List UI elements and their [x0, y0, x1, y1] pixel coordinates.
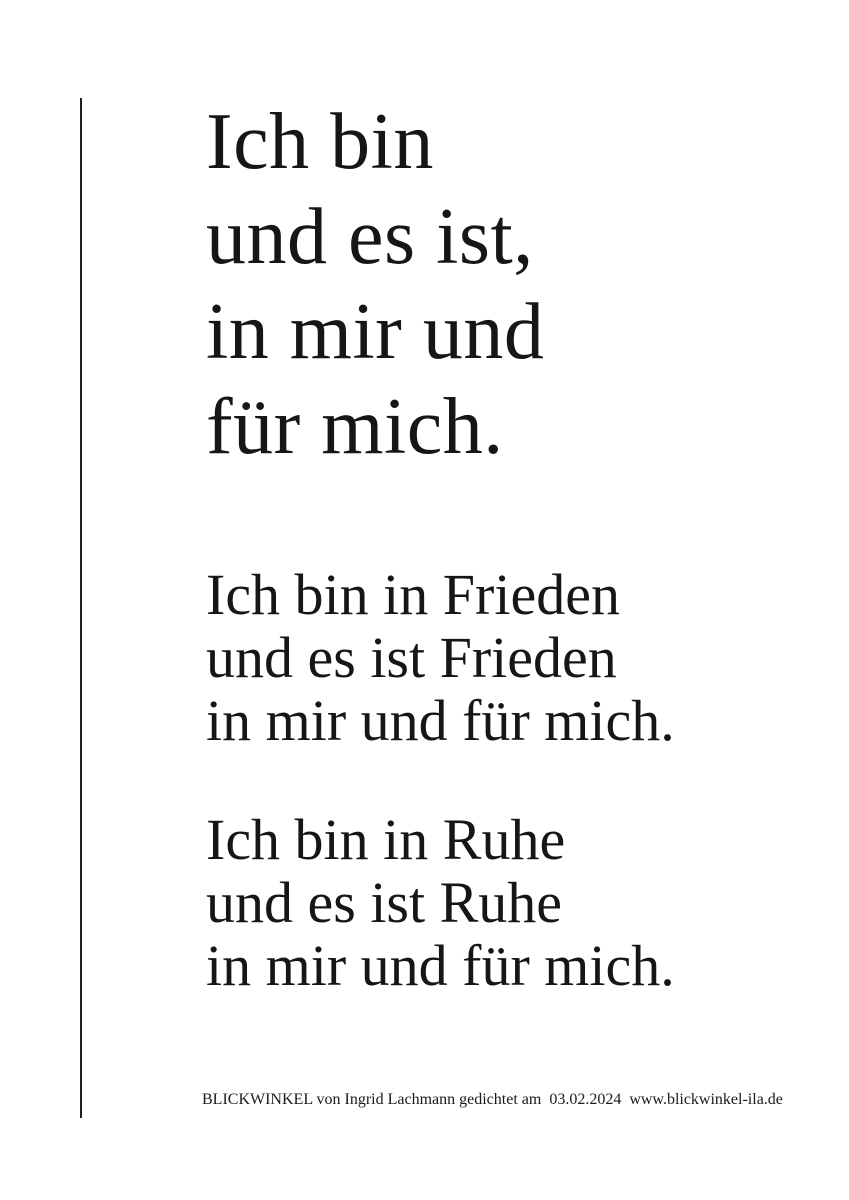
footer-credit-text: BLICKWINKEL von Ingrid Lachmann gedichtet am [202, 1091, 542, 1108]
poem-line: und es ist Ruhe [206, 870, 563, 935]
poem-line: in mir und für mich. [206, 933, 675, 998]
footer-credit-line [202, 1090, 783, 1110]
stanza-1 [206, 95, 544, 475]
footer-date: 03.02.2024 [549, 1091, 622, 1108]
stanza-3 [206, 808, 675, 997]
poem-line: in mir und für mich. [206, 688, 675, 753]
poem-line: und es ist Frieden [206, 625, 617, 690]
poem-line: in mir und [206, 288, 545, 376]
poem-line: Ich bin [206, 98, 434, 186]
poem-line: Ich bin in Frieden [206, 562, 620, 627]
poem-line: für mich. [206, 383, 504, 471]
footer-website-url: www.blickwinkel-ila.de [629, 1091, 783, 1108]
vertical-rule [80, 98, 82, 1118]
poem-line: und es ist, [206, 193, 534, 281]
poem-line: Ich bin in Ruhe [206, 807, 566, 872]
stanza-2 [206, 563, 675, 752]
